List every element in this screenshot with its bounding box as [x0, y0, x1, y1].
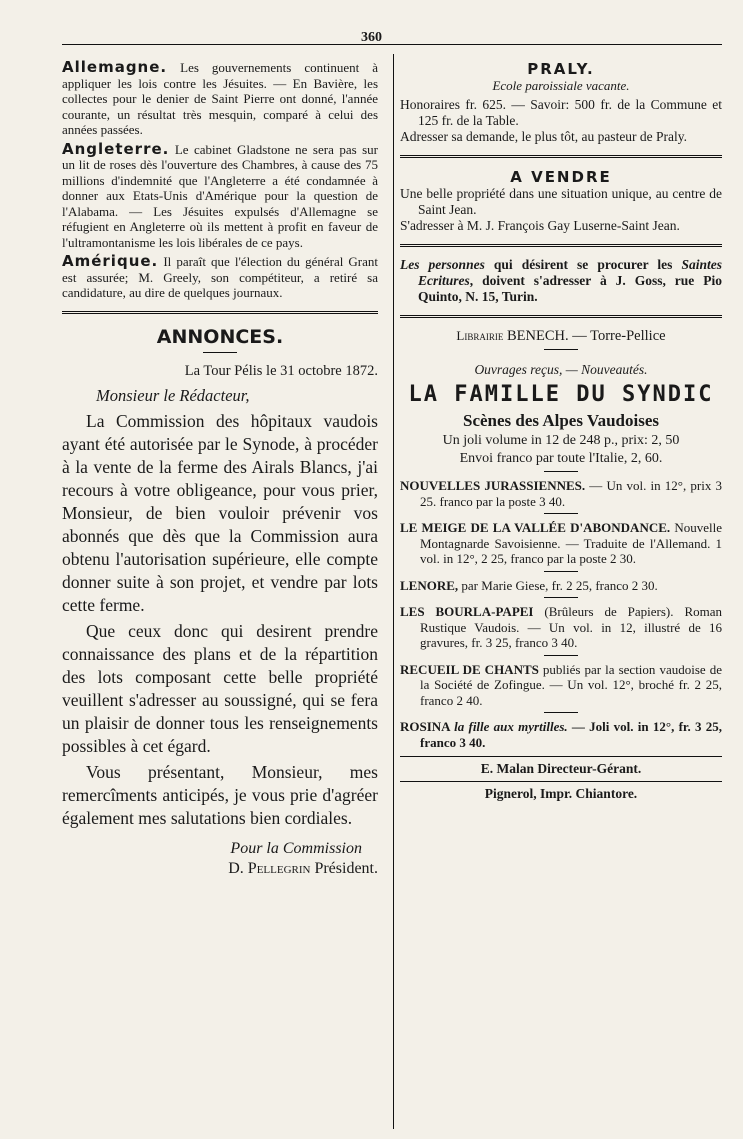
news-item-england	[62, 139, 378, 251]
ecritures-rest: , doivent s'adresser à J. Goss, rue Pio Quinto, N. 15, Turin.	[418, 273, 722, 304]
news-text: Il paraît que l'élection du général Grant est assurée; M. Greely, son compétiteur, a retiré sa candidature, au dire de quelques journaux.	[62, 254, 378, 300]
letter-body	[62, 410, 378, 830]
short-rule	[544, 712, 578, 713]
book-item-title: RECUEIL DE CHANTS	[400, 661, 539, 677]
librairie-label: Librairie	[456, 328, 504, 343]
letter-paragraph: Que ceux donc qui desirent prendre connaissance des plans et de la répartition des lots composant cette belle propriété veuillent s'adresser au soussigné, qui se fera un plaisir de donner tous les renseignements possibles à cet égard.	[62, 620, 378, 756]
librairie-received: Ouvrages reçus, — Nouveautés.	[474, 362, 648, 377]
right-column	[400, 60, 722, 802]
book-item	[400, 662, 722, 709]
letter-paragraph: Vous présentant, Monsieur, mes remercîments anticipés, je vous prie d'agréer également mes salutations bien cordiales.	[62, 761, 378, 828]
book-item-details: — Joli vol. in 12°, fr. 3 25, franco 3 40.	[420, 719, 723, 750]
short-rule	[544, 597, 578, 598]
book-subtitle: Scènes des Alpes Vaudoises	[462, 411, 660, 430]
column-divider	[393, 54, 394, 1129]
book-item-details: Nouvelle Montagnarde Savoisienne. — Traduite de l'Allemand. 1 vol. in 12°, 2 25, franco par la poste 2 30.	[420, 520, 722, 566]
vendre-text: Une belle propriété dans une situation unique, au centre de Saint Jean.	[400, 186, 722, 217]
librairie-name: BENECH. — Torre-Pellice	[506, 328, 666, 344]
signature-role: Président.	[314, 859, 378, 877]
short-rule	[544, 571, 578, 572]
short-rule	[544, 655, 578, 656]
news-text: Le cabinet Gladstone ne sera pas sur un lit de roses dès l'ouverture des Chambres, à cause des 75 millions d'indemnité que l'Angleterre a été condamnée à donner aux Etats-Unis d'Amérique pour la question de l'Alabama. — Les Jésuites expulsés d'Allemagne se réfugient en Angleterre où ils mettent à profit en faveur de l'ultramontanisme les lois libérales de ce pays.	[62, 141, 378, 250]
short-rule	[544, 513, 578, 514]
annonces-title: ANNONCES.	[156, 325, 284, 348]
editor-line: E. Malan Directeur-Gérant.	[480, 761, 642, 776]
book-item-details: publiés par la section vaudoise de la Société de Zofingue. — Un vol. 12°, broché fr. 2 25, franco 2 40.	[420, 661, 722, 708]
left-column	[62, 60, 378, 878]
top-rule	[62, 44, 722, 45]
short-rule	[544, 349, 578, 350]
book-item	[400, 604, 722, 651]
signature-name: D. Pellegrin	[228, 859, 311, 877]
ecritures-mid: qui désirent se procurer les	[493, 257, 673, 272]
book-item-title: LE MEIGE DE LA VALLÉE D'ABONDANCE.	[400, 520, 671, 535]
signature	[62, 860, 378, 878]
book-item-title: LES BOURLA-PAPEI	[400, 604, 534, 619]
book-item-details: par Marie Giese, fr. 2 25, franco 2 30.	[458, 577, 658, 593]
book-item	[400, 520, 722, 567]
book-title: LA FAMILLE DU SYNDIC	[408, 382, 714, 407]
news-heading: Allemagne.	[62, 58, 168, 76]
section-divider	[400, 244, 722, 247]
section-divider	[400, 155, 722, 158]
ecritures-notice	[400, 257, 722, 305]
ecritures-italic: Saintes Ecritures	[418, 257, 723, 288]
section-divider	[62, 311, 378, 314]
book-item-details: (Brûleurs de Papiers). Roman Rustique Vaudois. — Un vol. in 12, illustré de 16 gravures, fr. 3 25, franco 3 40.	[420, 604, 722, 650]
section-divider	[400, 315, 722, 318]
news-heading: Amérique.	[62, 252, 159, 270]
book-item-rosina	[400, 719, 722, 750]
page-number: 360	[361, 30, 382, 45]
short-rule	[544, 471, 578, 472]
librairie-header	[400, 328, 722, 345]
ecritures-lead: Les personnes	[400, 257, 485, 272]
book-item	[400, 578, 722, 594]
praly-fees: Honoraires fr. 625. — Savoir: 500 fr. de la Commune et 125 fr. de la Table.	[400, 97, 722, 128]
book-item-details: — Un vol. in 12°, prix 3 25. franco par la poste 3 40.	[420, 478, 722, 509]
book-item-title: NOUVELLES JURASSIENNES.	[400, 478, 586, 493]
vendre-contact: S'adresser à M. J. François Gay Luserne-Saint Jean.	[400, 218, 680, 233]
letter-salutation: Monsieur le Rédacteur,	[96, 385, 250, 405]
vendre-title: A VENDRE	[510, 168, 612, 186]
book-item-title: ROSINA	[400, 719, 450, 734]
short-rule	[203, 352, 237, 353]
book-shipping: Envoi franco par toute l'Italie, 2, 60.	[459, 451, 663, 466]
news-item-germany	[62, 60, 378, 138]
news-heading: Angleterre.	[62, 139, 170, 158]
news-item-america	[62, 254, 378, 301]
praly-apply: Adresser sa demande, le plus tôt, au pasteur de Praly.	[400, 129, 688, 144]
book-item-title: LENORE,	[400, 577, 459, 593]
news-text: Les gouvernements continuent à appliquer les lois contre les Jésuites. — En Bavière, les collectes pour le denier de Saint Pierre ont donné, l'année courante, un résultat très mesquin, comparé à celui des années passées.	[62, 60, 378, 137]
praly-title: PRALY.	[527, 60, 595, 78]
book-item	[400, 478, 722, 509]
printer-line: Pignerol, Impr. Chiantore.	[484, 786, 638, 801]
footer-rule	[400, 781, 722, 782]
praly-subtitle: Ecole paroissiale vacante.	[492, 78, 630, 93]
letter-paragraph: La Commission des hôpitaux vaudois ayant été autorisée par le Synode, à procéder à la vente de la ferme des Airals Blancs, j'ai recours à votre obligeance, pour vous prier, Monsieur, de bien vouloir prévenir vos abonnés que dès que la Commission aura obtenu l'autorisation supérieure, elle compte donner suite à son projet, et vendre par lots cette ferme.	[62, 410, 378, 615]
letter-dateline: La Tour Pélis le 31 octobre 1872.	[184, 362, 378, 379]
footer-rule	[400, 756, 722, 757]
book-price: Un joli volume in 12 de 248 p., prix: 2, 50	[442, 433, 680, 448]
signature-line: Pour la Commission	[230, 839, 362, 857]
book-item-italic: la fille aux myrtilles.	[454, 719, 568, 734]
